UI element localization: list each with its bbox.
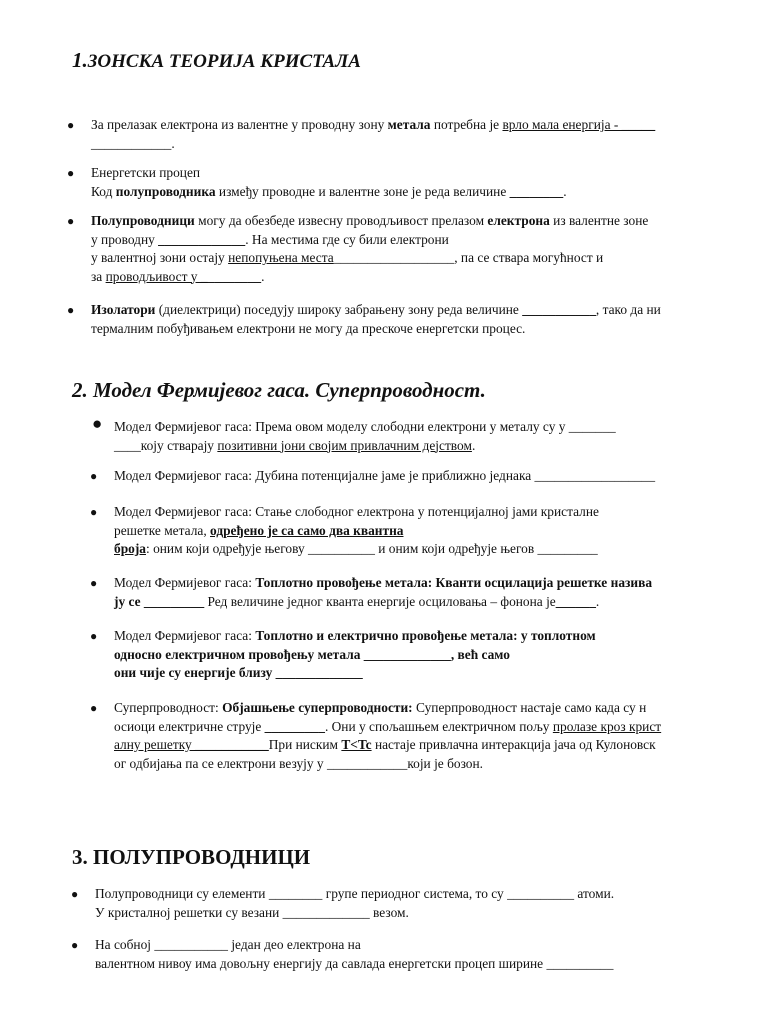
s2-bullet-4: ● Модел Фермијевог гаса: Топлотно провођење метала: Кванти осцилација решетке назива ју се _________ Ред величине једног кванта енергије осциловања – фонона је______. — [90, 575, 653, 609]
section-3-heading: 3. ПОЛУПРОВОДНИЦИ — [72, 845, 311, 869]
s1-bullet-4: ● Изолатори (диелектрици) поседују широку забрањену зону реда величине ___________, тако да ни термалним побуђивањем електрони не могу да прескоче енергетски процес. — [67, 302, 661, 336]
s1-bullet-2: ● Енергетски процеп Код полупроводника између проводне и валентне зоне је реда величине ________. — [67, 165, 567, 199]
s1-bullet-3: ● Полупроводници могу да обезбеде извесну проводљивост прелазом електрона из валентне зоне у проводну _____________. На местима где су били електрони у валентној зони остају непопуњена места__________________, па се ствара могућност и за проводљивост у _________. — [67, 213, 649, 284]
s3-bullet-1: ● Полупроводници су елементи ________ групе периодног система, то су __________ атоми. У кристалној решетки су везани _____________ везом. — [71, 886, 615, 920]
s2-bullet-1: ● Модел Фермијевог гаса: Према овом моделу слободни електрони у металу су у _______ ____коју стварају позитивни јони својим привлачним дејством. — [92, 414, 616, 453]
bullet-icon: ● — [90, 701, 98, 715]
bullet-icon: ● — [90, 576, 98, 590]
s1-bullet-1: ● За прелазак електрона из валентне у проводну зону метала потребна је врло мала енергија - _____ ____________. — [67, 117, 656, 151]
section-1-title: ЗОНСКА ТЕОРИЈА КРИСТАЛА — [87, 51, 361, 72]
section-1-heading — [72, 48, 361, 73]
bullet-icon: ● — [67, 118, 75, 132]
bullet-icon: ● — [67, 166, 75, 180]
bullet-icon: ● — [92, 414, 103, 433]
bullet-icon: ● — [67, 303, 75, 317]
bullet-icon: ● — [71, 938, 79, 952]
s2-bullet-5: ● Модел Фермијевог гаса: Топлотно и електрично провођење метала: у топлотном односно електричном провођењу метала _____________, већ само они чије су енергије близу _____________ — [90, 628, 596, 680]
s2-bullet-2: ● Модел Фермијевог гаса: Дубина потенцијалне јаме је приближно једнака __________________ — [114, 467, 655, 486]
section-2-heading: 2. Модел Фермијевог гаса. Суперпроводност. — [72, 378, 486, 402]
bullet-icon: ● — [90, 469, 98, 483]
section-1-number: 1. — [72, 48, 88, 72]
bullet-icon: ● — [90, 505, 98, 519]
s3-bullet-2: ● На собној ___________ један део електрона на валентном нивоу има довољну енергију да савлада енергетски процеп ширине __________ — [71, 937, 614, 971]
bullet-icon: ● — [90, 629, 98, 643]
s2-bullet-3: ● Модел Фермијевог гаса: Стање слободног електрона у потенцијалној јами кристалне решетке метала, одређено је са само два квантна броја: оним који одређује његову __________ и оним који одређује његов _________ — [90, 504, 599, 556]
bullet-icon: ● — [71, 887, 79, 901]
s2-bullet-6: ● Суперпроводност: Објашњење суперпроводности: Суперпроводност настаје само када су н осиоци електричне струје _________. Они у спољашњем електричном пољу пролазе кроз крист алну решетку ___________При ниским T<Tc настаје привлачна интеракција јача од Кулоновск ог одбијања па се електрони везују у ____________који је бозон. — [90, 700, 662, 771]
bullet-icon: ● — [67, 214, 75, 228]
